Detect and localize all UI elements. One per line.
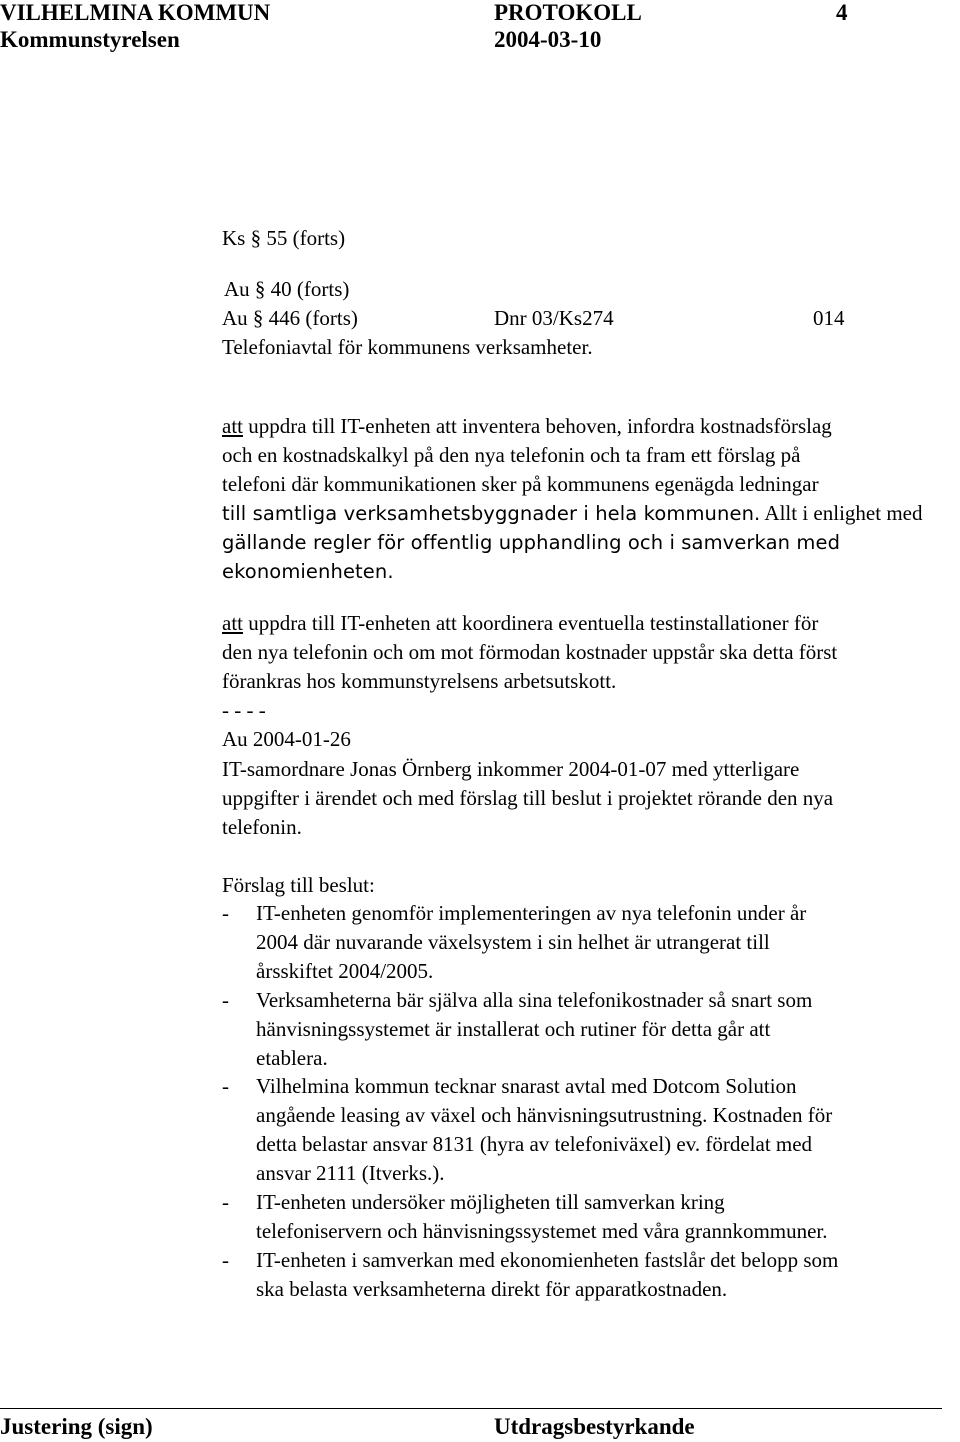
list-item-line: Vilhelmina kommun tecknar snarast avtal med Dotcom Solution [256, 1074, 797, 1098]
bullet-dash: - [222, 1248, 229, 1272]
footer-signature-label: Justering (sign) [0, 1414, 153, 1439]
case-title: Telefoniavtal för kommunens verksamheter. [222, 335, 593, 359]
paragraph-line: telefonin. [222, 815, 302, 839]
list-item-line: IT-enheten genomför implementeringen av nya telefonin under år [256, 901, 807, 925]
list-item [222, 1072, 960, 1188]
ks-reference: Ks § 55 (forts) [222, 226, 346, 250]
list-item-line: IT-enheten undersöker möjligheten till samverkan kring [256, 1190, 725, 1214]
au-reference-1: Au § 40 (forts) [224, 277, 350, 301]
background-paragraph [222, 755, 960, 842]
list-item [222, 899, 960, 986]
decision-paragraph-2 [222, 609, 960, 696]
footer-rule [0, 1408, 942, 1409]
document-type: PROTOKOLL [494, 0, 642, 25]
page-number: 4 [836, 0, 848, 25]
list-item [222, 1188, 960, 1246]
meeting-date: 2004-03-10 [494, 27, 602, 52]
municipality-name: VILHELMINA KOMMUN [0, 0, 271, 25]
paragraph-line: uppdra till IT-enheten att koordinera eventuella testinstallationer för [243, 611, 819, 635]
list-item-line: etablera. [256, 1046, 328, 1070]
paragraph-line: gällande regler för offentlig upphandling och i samverkan med [222, 531, 841, 554]
paragraph-line: till samtliga verksamhetsbyggnader i hela kommunen. [222, 502, 761, 525]
paragraph-line: förankras hos kommunstyrelsens arbetsutskott. [222, 669, 617, 693]
paragraph-line: ekonomienheten. [222, 560, 394, 583]
att-keyword: att [222, 611, 243, 635]
committee-name: Kommunstyrelsen [0, 27, 180, 52]
list-item-line: ansvar 2111 (Itverks.). [256, 1161, 445, 1185]
list-item-line: detta belastar ansvar 8131 (hyra av telefoniväxel) ev. fördelat med [256, 1132, 813, 1156]
list-item-line: ska belasta verksamheterna direkt för apparatkostnaden. [256, 1277, 728, 1301]
au-reference-2: Au § 446 (forts) [222, 306, 358, 330]
proposal-heading: Förslag till beslut: [222, 873, 375, 897]
au-date: Au 2004-01-26 [222, 727, 351, 751]
list-item-line: 2004 där nuvarande växelsystem i sin helhet är utrangerat till [256, 930, 770, 954]
list-item [222, 1246, 960, 1304]
paragraph-line: IT-samordnare Jonas Örnberg inkommer 2004-01-07 med ytterligare [222, 757, 800, 781]
bullet-dash: - [222, 1074, 229, 1098]
paragraph-line: uppgifter i ärendet och med förslag till beslut i projektet rörande den nya [222, 786, 834, 810]
decision-paragraph-1 [222, 412, 960, 586]
separator: - - - - [222, 698, 266, 722]
list-item-line: Verksamheterna bär själva alla sina telefonikostnader så snart som [256, 988, 813, 1012]
classification-code: 014 [813, 306, 845, 330]
list-item-line: telefoniservern och hänvisningssystemet med våra grannkommuner. [256, 1219, 828, 1243]
list-item-line: årsskiftet 2004/2005. [256, 959, 434, 983]
paragraph-line: telefoni där kommunikationen sker på kommunens egenägda ledningar [222, 472, 819, 496]
diary-number: Dnr 03/Ks274 [494, 306, 614, 330]
paragraph-line: Allt i enlighet med [760, 501, 923, 525]
att-keyword: att [222, 414, 243, 438]
list-item-line: hänvisningssystemet är installerat och rutiner för detta går att [256, 1017, 771, 1041]
paragraph-line: den nya telefonin och om mot förmodan kostnader uppstår ska detta först [222, 640, 838, 664]
bullet-dash: - [222, 988, 229, 1012]
paragraph-line: och en kostnadskalkyl på den nya telefonin och ta fram ett förslag på [222, 443, 801, 467]
footer-certification-label: Utdragsbestyrkande [494, 1414, 695, 1439]
paragraph-line: uppdra till IT-enheten att inventera behoven, infordra kostnadsförslag [243, 414, 832, 438]
bullet-dash: - [222, 901, 229, 925]
list-item-line: IT-enheten i samverkan med ekonomienheten fastslår det belopp som [256, 1248, 839, 1272]
list-item-line: angående leasing av växel och hänvisningsutrustning. Kostnaden för [256, 1103, 833, 1127]
bullet-dash: - [222, 1190, 229, 1214]
list-item [222, 986, 960, 1073]
